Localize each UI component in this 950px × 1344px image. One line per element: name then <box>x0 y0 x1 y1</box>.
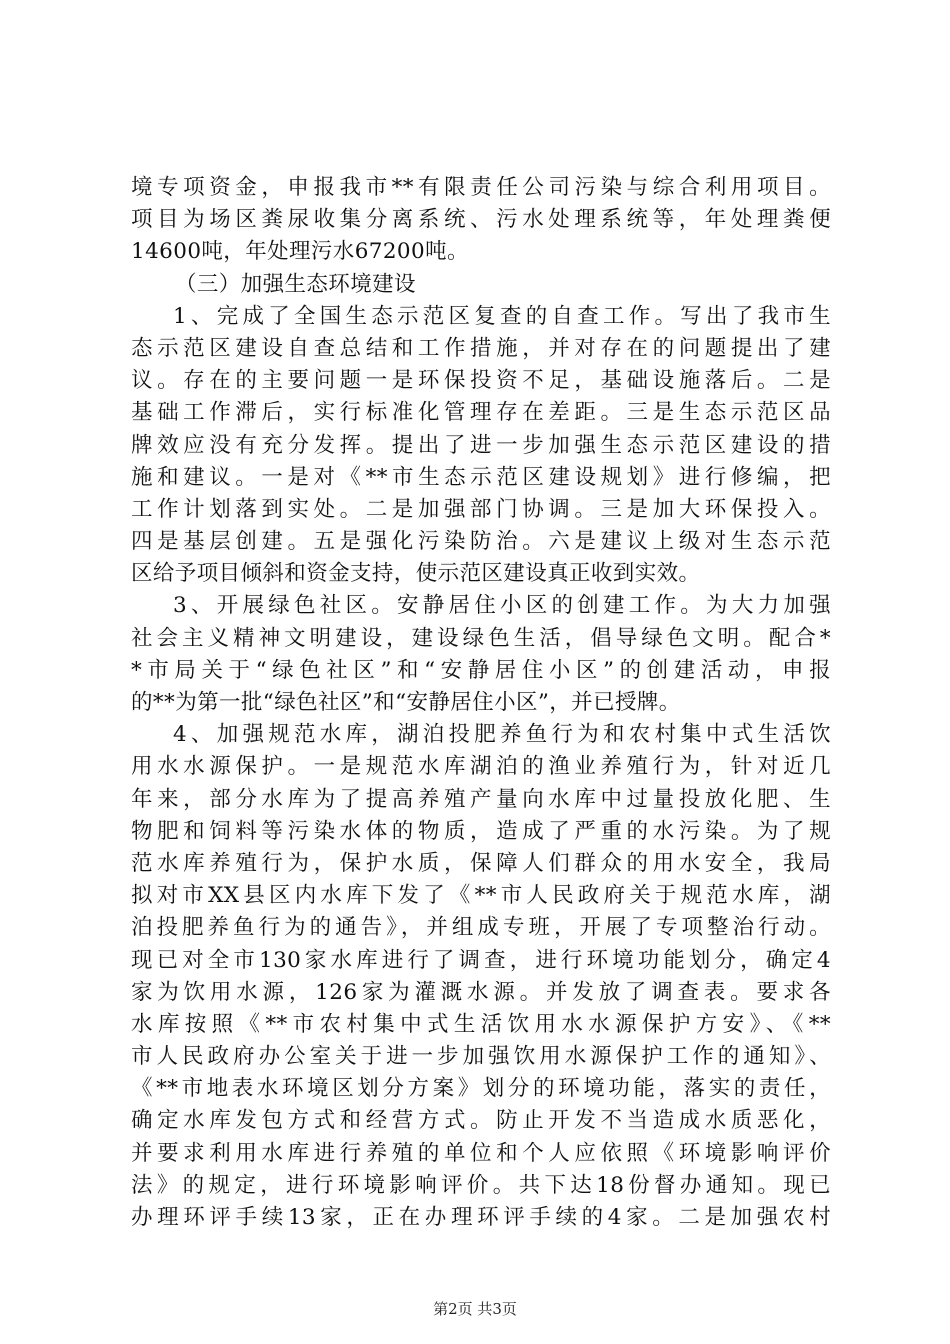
document-body <box>131 172 831 1234</box>
text-line: 物肥和饲料等污染水体的物质，造成了严重的水污染。为了规 <box>131 818 831 844</box>
text-line: 区给予项目倾斜和资金支持，使示范区建设真正收到实效。 <box>131 561 701 587</box>
text-line: 态示范区建设自查总结和工作措施，并对存在的问题提出了建 <box>131 335 831 361</box>
section-heading-text: （三）加强生态环境建设 <box>175 271 416 297</box>
text-line: 市人民政府办公室关于进一步加强饮用水源保护工作的通知》、 <box>131 1044 831 1070</box>
paragraph-item-3 <box>131 590 831 719</box>
text-line: 4、加强规范水库，湖泊投肥养鱼行为和农村集中式生活饮 <box>173 722 831 748</box>
text-line: 的**为第一批“绿色社区”和“安静居住小区”，并已授牌。 <box>131 690 681 715</box>
page-number-footer: 第2页 共3页 <box>433 1300 517 1318</box>
paragraph-item-4 <box>131 719 831 1234</box>
text-line: 《**市地表水环境区划分方案》划分的环境功能，落实的责任， <box>131 1076 831 1102</box>
text-line: 范水库养殖行为，保护水质，保障人们群众的用水安全，我局 <box>131 850 831 876</box>
text-line: 境专项资金，申报我市**有限责任公司污染与综合利用项目。 <box>131 175 831 200</box>
paragraph-funding <box>131 172 831 269</box>
text-line: 牌效应没有充分发挥。提出了进一步加强生态示范区建设的措 <box>131 432 831 458</box>
text-line: 年来，部分水库为了提高养殖产量向水库中过量投放化肥、生 <box>131 786 831 812</box>
text-line: 确定水库发包方式和经营方式。防止开发不当造成水质恶化， <box>131 1108 831 1134</box>
text-line: 用水水源保护。一是规范水库湖泊的渔业养殖行为，针对近几 <box>131 754 831 780</box>
text-line: 法》的规定，进行环境影响评价。共下达18份督办通知。现已 <box>131 1172 831 1198</box>
text-line: 泊投肥养鱼行为的通告》，并组成专班，开展了专项整治行动。 <box>131 915 831 941</box>
text-line: 14600吨，年处理污水67200吨。 <box>131 239 469 265</box>
text-line: *市局关于“绿色社区”和“安静居住小区”的创建活动，申报 <box>131 657 831 683</box>
text-line: 工作计划落到实处。二是加强部门协调。三是加大环保投入。 <box>131 496 831 522</box>
text-line: 基础工作滞后，实行标准化管理存在差距。三是生态示范区品 <box>131 400 831 426</box>
text-line: 并要求利用水库进行养殖的单位和个人应依照《环境影响评价 <box>131 1140 831 1166</box>
text-line: 社会主义精神文明建设，建设绿色生活，倡导绿色文明。配合* <box>131 625 831 651</box>
text-line: 办理环评手续13家，正在办理环评手续的4家。二是加强农村 <box>131 1205 831 1230</box>
text-line: 1、完成了全国生态示范区复查的自查工作。写出了我市生 <box>173 303 831 329</box>
text-line: 四是基层创建。五是强化污染防治。六是建议上级对生态示范 <box>131 529 831 555</box>
text-line: 项目为场区粪尿收集分离系统、污水处理系统等，年处理粪便 <box>131 207 831 233</box>
text-line: 施和建议。一是对《**市生态示范区建设规划》进行修编，把 <box>131 464 831 490</box>
text-line: 3、开展绿色社区。安静居住小区的创建工作。为大力加强 <box>173 593 831 619</box>
text-line: 家为饮用水源，126家为灌溉水源。并发放了调查表。要求各 <box>131 979 831 1005</box>
text-line: 水库按照《**市农村集中式生活饮用水水源保护方安》、《** <box>131 1011 831 1037</box>
paragraph-item-1 <box>131 301 831 591</box>
text-line: 现已对全市130家水库进行了调查，进行环境功能划分，确定4 <box>131 947 831 973</box>
section-heading <box>131 269 831 301</box>
text-line: 拟对市XX县区内水库下发了《**市人民政府关于规范水库，湖 <box>131 883 831 909</box>
text-line: 议。存在的主要问题一是环保投资不足，基础设施落后。二是 <box>131 368 831 394</box>
